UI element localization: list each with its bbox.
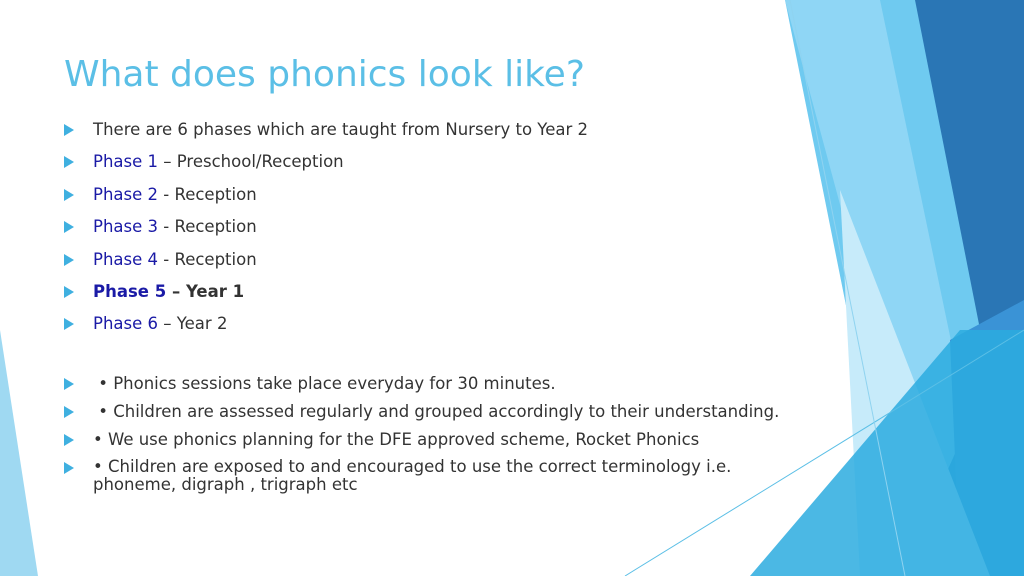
triangle-bullet-icon	[64, 378, 74, 390]
triangle-bullet-icon	[64, 254, 74, 266]
phase-label: Phase 4	[93, 250, 159, 269]
bullet-phase-3	[64, 217, 257, 241]
phase-stage: Reception	[174, 185, 257, 204]
triangle-bullet-icon	[64, 318, 74, 330]
note-text: • Phonics sessions take place everyday for 30 minutes.	[93, 374, 556, 393]
bullet-phase-4	[64, 250, 257, 274]
phase-line	[93, 185, 257, 205]
phase-line	[93, 282, 244, 302]
bullet-text: There are 6 phases which are taught from Nursery to Year 2	[93, 120, 588, 139]
phase-separator: -	[158, 217, 175, 236]
phase-separator: –	[166, 282, 186, 301]
phase-stage: Preschool/Reception	[176, 152, 344, 171]
bullet-note-4	[64, 457, 732, 502]
bullet-note-1	[64, 374, 556, 398]
bullet-phase-2	[64, 185, 257, 209]
phase-line	[93, 217, 257, 237]
triangle-bullet-icon	[64, 406, 74, 418]
phase-separator: –	[158, 314, 177, 333]
phase-line	[93, 152, 344, 172]
bullet-phase-1	[64, 152, 344, 176]
phase-label: Phase 6	[93, 314, 159, 333]
slide-title: What does phonics look like?	[64, 54, 585, 95]
phase-label: Phase 5	[93, 282, 167, 301]
triangle-bullet-icon	[64, 286, 74, 298]
phase-stage: Reception	[174, 217, 257, 236]
triangle-bullet-icon	[64, 434, 74, 446]
phase-line	[93, 250, 257, 270]
phase-separator: –	[158, 152, 177, 171]
triangle-bullet-icon	[64, 189, 74, 201]
bullet-intro	[64, 120, 588, 144]
triangle-bullet-icon	[64, 221, 74, 233]
phase-line	[93, 314, 227, 334]
note-text: • Children are exposed to and encouraged to use the correct terminology i.e. phoneme, digraph , trigraph etc	[93, 457, 732, 494]
triangle-bullet-icon	[64, 124, 74, 136]
bullet-phase-5	[64, 282, 245, 306]
note-text: • We use phonics planning for the DFE approved scheme, Rocket Phonics	[93, 430, 700, 449]
bullet-phase-6	[64, 314, 228, 338]
phase-label: Phase 1	[93, 152, 159, 171]
bullet-note-3	[64, 430, 700, 454]
note-text: • Children are assessed regularly and grouped accordingly to their understanding.	[93, 402, 780, 421]
phase-stage: Reception	[174, 250, 257, 269]
phase-label: Phase 2	[93, 185, 159, 204]
triangle-bullet-icon	[64, 462, 74, 474]
phase-separator: -	[158, 250, 175, 269]
triangle-bullet-icon	[64, 156, 74, 168]
bullet-note-2	[64, 402, 780, 426]
phase-stage: Year 2	[176, 314, 228, 333]
left-accent-shape	[0, 330, 38, 576]
phase-label: Phase 3	[93, 217, 159, 236]
phase-stage: Year 1	[185, 282, 245, 301]
phase-separator: -	[158, 185, 175, 204]
